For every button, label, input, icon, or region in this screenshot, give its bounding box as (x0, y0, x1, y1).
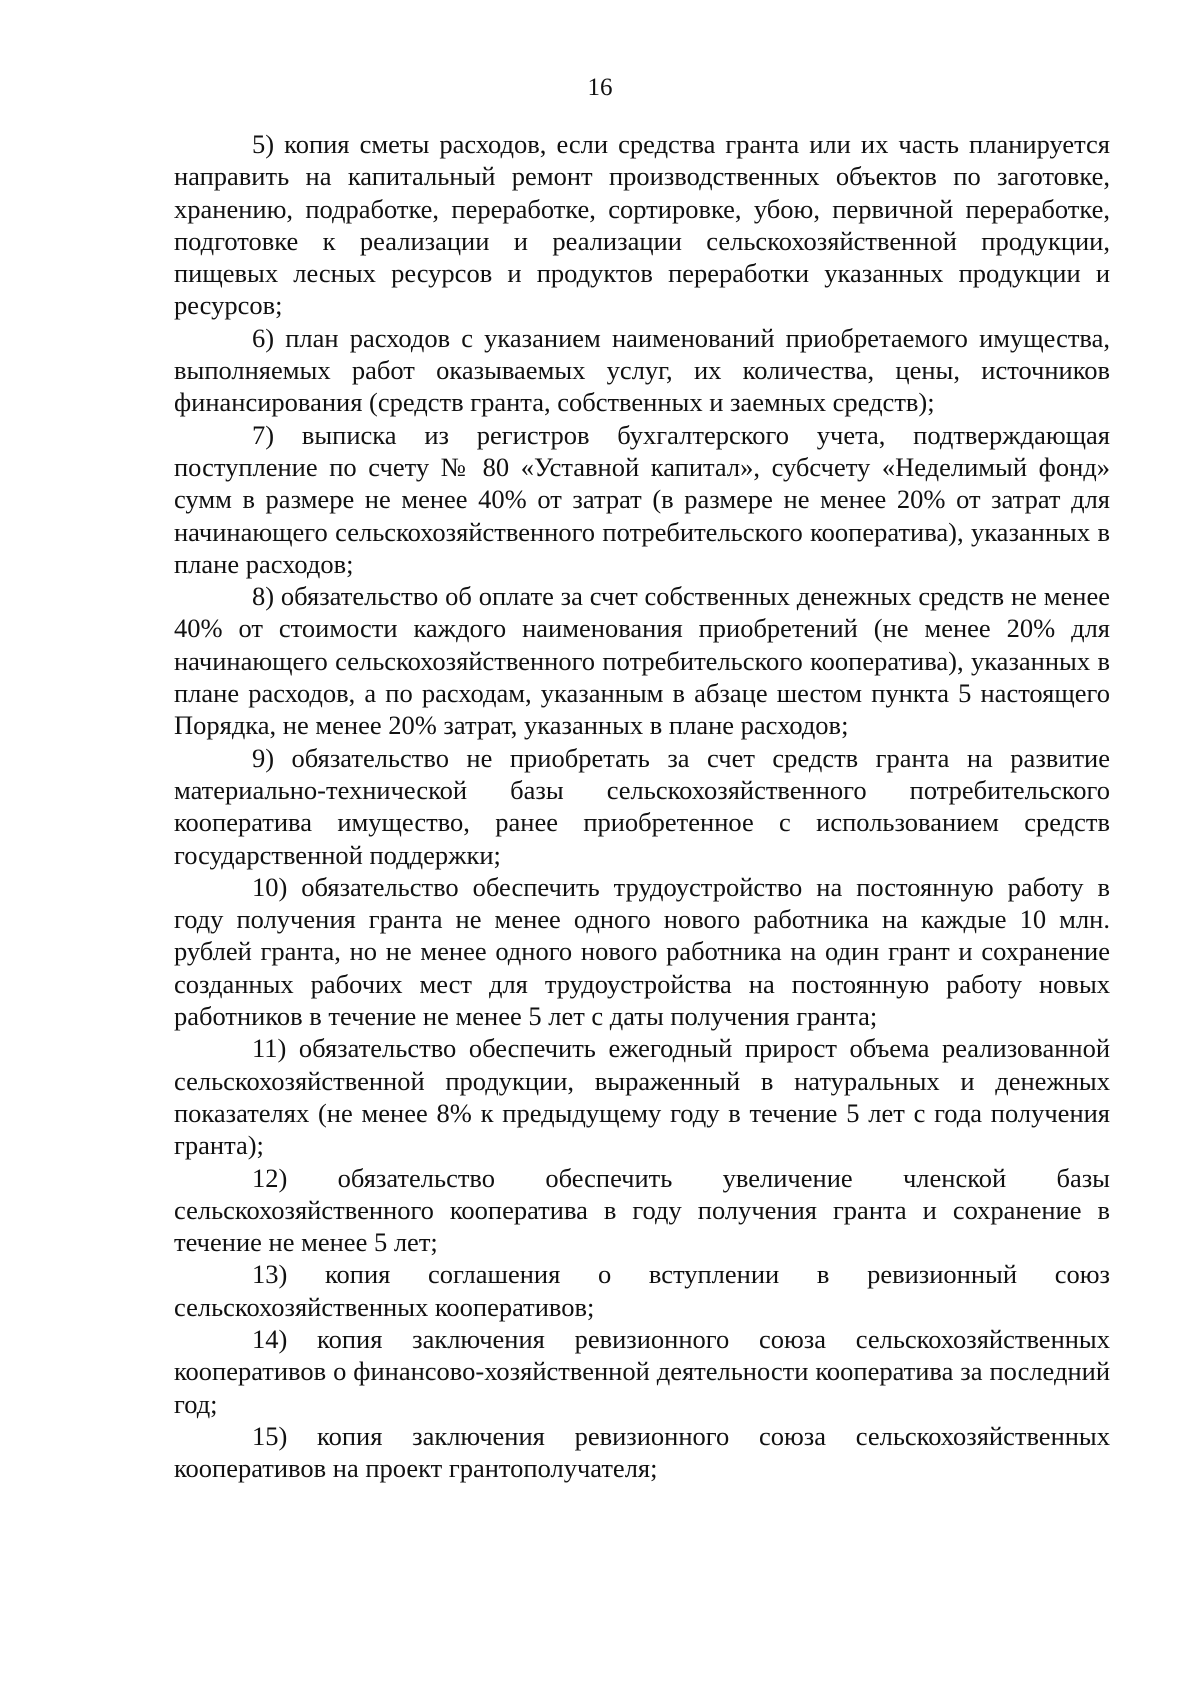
list-item-8: 8) обязательство об оплате за счет собственных денежных средств не менее 40% от стоимости каждого наименования приобретений (не менее 20% для начинающего сельскохозяйственного потребительского кооператива), указанных в плане расходов, а по расходам, указанным в абзаце шестом пункта 5 настоящего Порядка, не менее 20% затрат, указанных в плане расходов; (174, 581, 1110, 741)
list-item-7: 7) выписка из регистров бухгалтерского учета, подтверждающая поступление по счету № 80 «Уставной капитал», субсчету «Неделимый фонд» сумм в размере не менее 40% от затрат (в размере не менее 20% от затрат для начинающего сельскохозяйственного потребительского кооператива), указанных в плане расходов; (174, 419, 1110, 579)
list-item-14: 14) копия заключения ревизионного союза сельскохозяйственных кооперативов о финансово-хозяйственной деятельности кооператива за последний год; (174, 1323, 1110, 1419)
list-item-15: 15) копия заключения ревизионного союза сельскохозяйственных кооперативов на проект грантополучателя; (174, 1420, 1110, 1484)
page-number: 16 (587, 74, 613, 101)
list-item-13: 13) копия соглашения о вступлении в ревизионный союз сельскохозяйственных кооперативов; (174, 1259, 1110, 1322)
list-item-12: 12) обязательство обеспечить увеличение членской базы сельскохозяйственного кооператива в году получения гранта и сохранение в течение не менее 5 лет; (174, 1162, 1110, 1258)
list-item-10: 10) обязательство обеспечить трудоустройство на постоянную работу в году получения гранта не менее одного нового работника на каждые 10 млн. рублей гранта, но не менее одного нового работника на один грант и сохранение созданных рабочих мест для трудоустройства на постоянную работу новых работников в течение не менее 5 лет с даты получения гранта; (174, 871, 1110, 1032)
list-item-11: 11) обязательство обеспечить ежегодный прирост объема реализованной сельскохозяйственной продукции, выраженный в натуральных и денежных показателях (не менее 8% к предыдущему году в течение 5 лет с года получения гранта); (174, 1033, 1110, 1161)
document-body (174, 128, 1110, 1484)
list-item-5: 5) копия сметы расходов, если средства гранта или их часть планируется направить на капитальный ремонт производственных объектов по заготовке, хранению, подработке, переработке, сортировке, убою, первичной переработке, подготовке к реализации и реализации сельскохозяйственной продукции, пищевых лесных ресурсов и продуктов переработки указанных продукции и ресурсов; (174, 129, 1110, 321)
list-item-6: 6) план расходов с указанием наименований приобретаемого имущества, выполняемых работ оказываемых услуг, их количества, цены, источников финансирования (средств гранта, собственных и заемных средств); (174, 322, 1110, 418)
list-item-9: 9) обязательство не приобретать за счет средств гранта на развитие материально-технической базы сельскохозяйственного потребительского кооператива имущество, ранее приобретенное с использованием средств государственной поддержки; (174, 742, 1110, 870)
